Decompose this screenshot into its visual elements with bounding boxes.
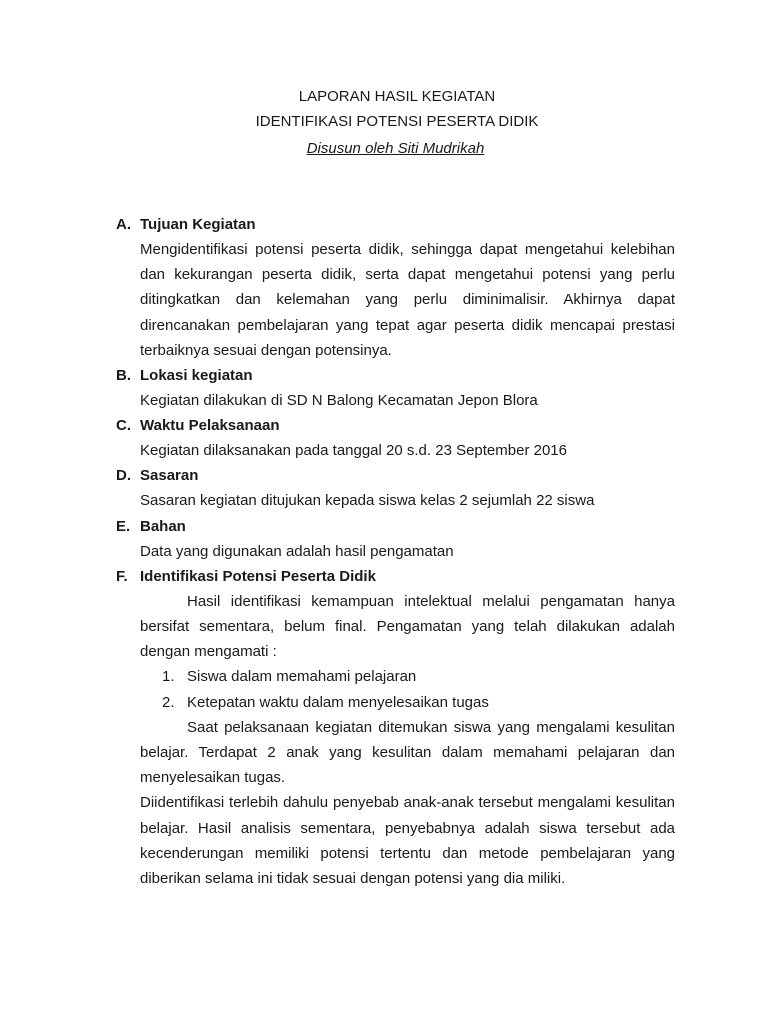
- section-heading: [116, 413, 675, 438]
- section-title: Identifikasi Potensi Peserta Didik: [140, 567, 376, 585]
- section-title: Sasaran: [140, 467, 199, 485]
- section-letter: F.: [116, 567, 128, 585]
- section-heading: [116, 564, 675, 589]
- section-body: [116, 388, 675, 413]
- document-body: [116, 212, 675, 891]
- list-text: Ketepatan waktu dalam menyelesaikan tugas: [187, 693, 489, 711]
- author-line: Disusun oleh Siti Mudrikah: [306, 140, 485, 157]
- section-paragraph: Hasil identifikasi kemampuan intelektual melalui pengamatan hanya bersifat sementara, belum final. Pengamatan yang telah dilakukan adalah dengan mengamati :: [140, 592, 675, 661]
- section-a: [116, 212, 675, 363]
- section-heading: [116, 463, 675, 488]
- list-item: [140, 690, 675, 715]
- section-b: [116, 363, 675, 413]
- list-text: Siswa dalam memahami pelajaran: [187, 668, 417, 686]
- section-body: [116, 589, 675, 891]
- section-body: [116, 488, 675, 513]
- section-paragraph: Diidentifikasi terlebih dahulu penyebab anak-anak tersebut mengalami kesulitan belajar. Hasil analisis sementara, penyebabnya adalah siswa tersebut ada kecenderungan memiliki potensi tertentu dan metode pembelajaran yang diberikan selama ini tidak sesuai dengan potensi yang dia miliki.: [140, 794, 675, 888]
- section-paragraph: Mengidentifikasi potensi peserta didik, sehingga dapat mengetahui kelebihan dan kekurangan peserta didik, serta dapat mengetahui potensi yang perlu ditingkatkan dan kelemahan yang perlu diminimalisir. Akhirnya dapat direncanakan pembelajaran yang tepat agar peserta didik mencapai prestasi terbaiknya sesuai dengan potensinya.: [140, 241, 675, 359]
- list-number: 1.: [162, 668, 175, 686]
- section-title: Tujuan Kegiatan: [140, 216, 256, 233]
- section-letter: B.: [116, 367, 131, 385]
- section-letter: C.: [116, 417, 131, 435]
- section-paragraph: Kegiatan dilaksanakan pada tanggal 20 s.d. 23 September 2016: [140, 442, 567, 460]
- section-heading: [116, 212, 675, 237]
- section-letter: D.: [116, 467, 131, 485]
- section-body: [116, 539, 675, 564]
- section-paragraph: Sasaran kegiatan ditujukan kepada siswa kelas 2 sejumlah 22 siswa: [140, 492, 595, 510]
- section-body: [116, 438, 675, 463]
- section-letter: E.: [116, 517, 131, 535]
- section-f: [116, 564, 675, 891]
- section-e: [116, 514, 675, 564]
- report-title: LAPORAN HASIL KEGIATAN: [298, 88, 496, 105]
- section-d: [116, 463, 675, 513]
- section-heading: [116, 514, 675, 539]
- list-number: 2.: [162, 693, 175, 711]
- section-title: Waktu Pelaksanaan: [140, 417, 280, 435]
- section-body: [116, 237, 675, 363]
- section-letter: A.: [116, 216, 131, 233]
- section-c: [116, 413, 675, 463]
- section-title: Bahan: [140, 517, 186, 535]
- list-item: [140, 664, 675, 689]
- section-paragraph: Data yang digunakan adalah hasil pengamatan: [140, 542, 454, 560]
- report-subtitle: IDENTIFIKASI POTENSI PESERTA DIDIK: [255, 113, 539, 130]
- document-header: [116, 84, 675, 160]
- section-paragraph: Kegiatan dilakukan di SD N Balong Kecamatan Jepon Blora: [140, 392, 538, 410]
- section-paragraph: Saat pelaksanaan kegiatan ditemukan siswa yang mengalami kesulitan belajar. Terdapat 2 anak yang kesulitan dalam memahami pelajaran dan menyelesaikan tugas.: [140, 718, 675, 787]
- section-title: Lokasi kegiatan: [140, 367, 253, 385]
- observation-list: [140, 664, 675, 714]
- section-heading: [116, 363, 675, 388]
